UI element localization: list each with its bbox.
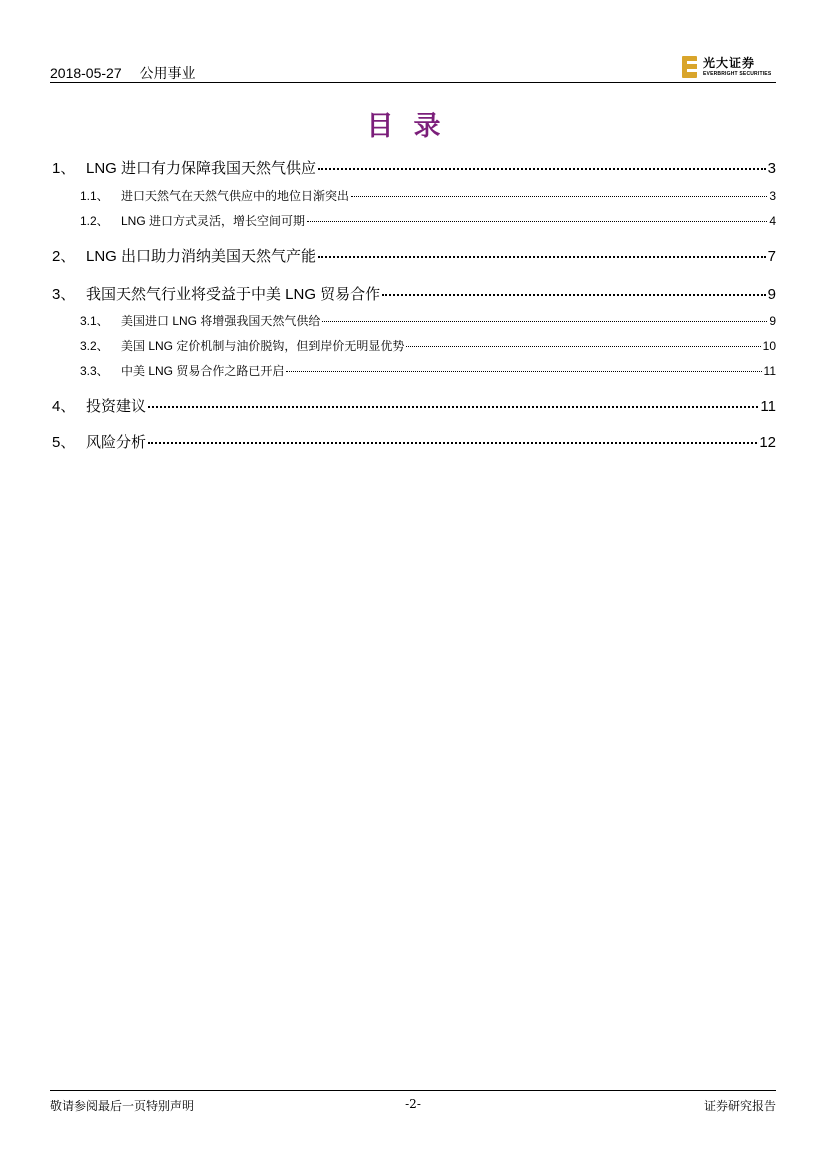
toc-leader-dots [286,371,761,372]
footer-doc-type: 证券研究报告 [703,1099,776,1113]
toc-leader-dots [318,256,766,258]
toc-leader-dots [148,406,758,408]
toc-number: 4、 [52,398,76,415]
toc-title: 目录 [366,111,461,142]
toc-page: 7 [767,248,776,265]
page-header [50,52,776,83]
toc-text: LNG 进口方式灵活，增长空间可期 [121,214,306,228]
toc-text: 投资建议 [86,398,147,415]
toc-page: 10 [762,339,776,353]
toc-text: 美国进口 LNG 将增强我国天然气供给 [121,314,321,328]
toc-number: 1、 [52,160,76,177]
toc-leader-dots [382,294,765,296]
toc-entry-5[interactable] [52,431,776,452]
toc-entry-4[interactable] [52,395,776,416]
toc-leader-dots [307,221,767,222]
toc-text: 风险分析 [86,434,147,451]
toc-entry-3-3[interactable] [80,362,776,379]
toc-number: 3.2、 [80,339,109,353]
everbright-logo [682,54,776,80]
toc-number: 1.2、 [80,214,109,228]
toc-leader-dots [148,442,757,444]
toc-leader-dots [318,168,766,170]
toc-number: 3.1、 [80,314,109,328]
toc-page: 12 [759,434,776,451]
toc-entry-1[interactable] [52,157,776,178]
toc-leader-dots [406,346,760,347]
toc-text: 中美 LNG 贸易合作之路已开启 [121,364,285,378]
header-meta [50,63,210,83]
toc-text: 美国 LNG 定价机制与油价脱钩，但到岸价无明显优势 [121,339,405,353]
toc-text: 我国天然气行业将受益于中美 LNG 贸易合作 [86,286,381,303]
toc-number: 3、 [52,286,76,303]
toc-text: 进口天然气在天然气供应中的地位日渐突出 [121,189,350,203]
toc-page: 9 [767,286,776,303]
toc-leader-dots [322,321,767,322]
footer-page-number: -2- [405,1097,421,1111]
toc-page: 11 [760,398,776,415]
toc-entry-3-1[interactable] [80,312,776,329]
report-date: 2018-05-27 [50,65,122,81]
toc-entry-2[interactable] [52,245,776,266]
toc-page: 9 [769,314,776,328]
logo-mark-icon [682,56,697,78]
toc-number: 5、 [52,434,76,451]
toc-leader-dots [351,196,767,197]
toc-entry-1-1[interactable] [80,187,776,204]
toc-number: 1.1、 [80,189,109,203]
toc-page: 11 [763,364,776,378]
toc-number: 2、 [52,248,76,265]
toc-number: 3.3、 [80,364,109,378]
logo-cn-text: 光大证券 [703,56,756,70]
toc-text: LNG 出口助力消纳美国天然气产能 [86,248,317,265]
sector-label: 公用事业 [139,65,196,81]
toc-page: 4 [769,214,776,228]
toc-page: 3 [769,189,776,203]
toc-page: 3 [767,160,776,177]
toc-entry-3-2[interactable] [80,337,776,354]
toc-entry-3[interactable] [52,283,776,304]
toc-entry-1-2[interactable] [80,212,776,229]
logo-en-text: EVERBRIGHT SECURITIES [703,71,772,77]
page-footer [50,1090,776,1113]
footer-disclaimer: 敬请参阅最后一页特别声明 [50,1099,195,1113]
toc-text: LNG 进口有力保障我国天然气供应 [86,160,317,177]
